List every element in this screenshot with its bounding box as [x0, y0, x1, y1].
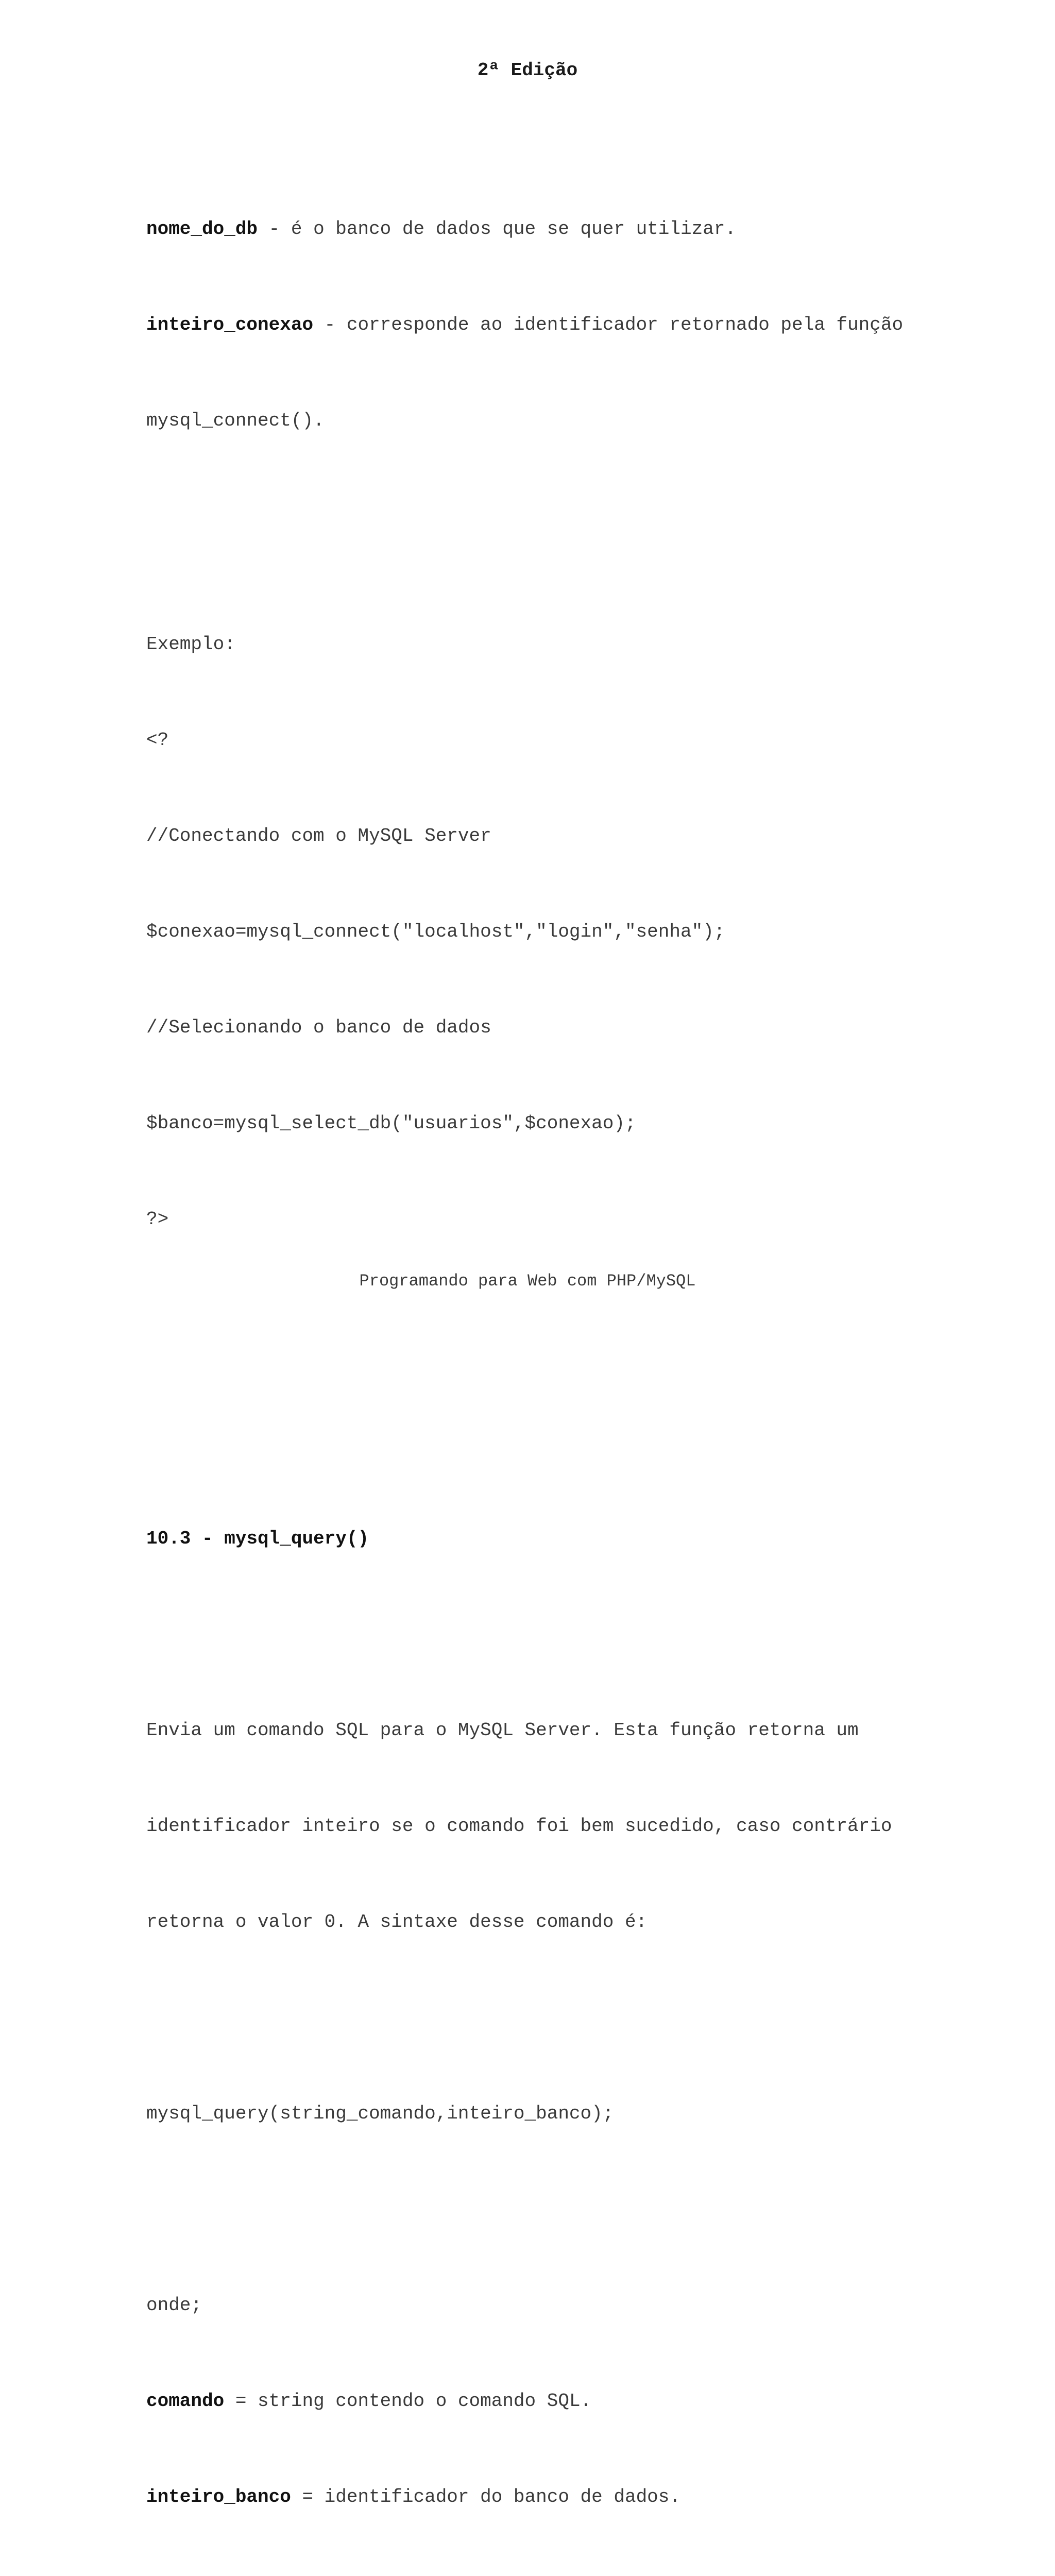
param-desc: - corresponde ao identificador retornado pela função	[313, 314, 904, 335]
param-desc: - é o banco de dados que se quer utilizar.	[258, 218, 736, 240]
param-term: nome_do_db	[146, 218, 258, 240]
param-nome-do-db	[146, 213, 929, 245]
paragraph-line: Envia um comando SQL para o MySQL Server. Esta função retorna um	[146, 1720, 859, 1741]
param-inteiro-banco	[146, 2481, 929, 2513]
paragraph-line: retorna o valor 0. A sintaxe desse comando é:	[146, 1911, 648, 1933]
code-line: <?	[146, 730, 169, 751]
param-term: inteiro_banco	[146, 2486, 291, 2507]
page-header: 2ª Edição	[477, 60, 578, 81]
example-label: Exemplo:	[146, 634, 235, 655]
code-line: //Conectando com o MySQL Server	[146, 825, 491, 846]
syntax-line: mysql_query(string_comando,inteiro_banco);	[146, 2103, 614, 2124]
onde-line: onde;	[146, 2295, 202, 2316]
blank-line	[146, 1395, 929, 1427]
param-desc-continued: mysql_connect().	[146, 410, 325, 431]
blank-line	[146, 501, 929, 533]
paragraph-line: identificador inteiro se o comando foi bem sucedido, caso contrário	[146, 1816, 892, 1837]
page-footer: Programando para Web com PHP/MySQL	[359, 1272, 696, 1291]
code-line: ?>	[146, 1209, 169, 1230]
blank-line	[146, 1299, 929, 1331]
blank-line	[146, 2002, 929, 2034]
code-line: //Selecionando o banco de dados	[146, 1017, 491, 1038]
blank-line	[146, 2194, 929, 2226]
code-line: $conexao=mysql_connect("localhost","login","senha");	[146, 921, 725, 942]
param-term: comando	[146, 2391, 225, 2412]
param-inteiro-conexao	[146, 309, 929, 341]
section-title-10-3: 10.3 - mysql_query()	[146, 1528, 369, 1549]
param-desc: = identificador do banco de dados.	[291, 2486, 680, 2507]
page-body	[146, 117, 929, 2576]
param-term: inteiro_conexao	[146, 314, 314, 335]
param-desc: = string contendo o comando SQL.	[224, 2391, 592, 2412]
param-comando	[146, 2385, 929, 2417]
code-line: $banco=mysql_select_db("usuarios",$conexao);	[146, 1113, 636, 1134]
blank-line	[146, 1619, 929, 1651]
